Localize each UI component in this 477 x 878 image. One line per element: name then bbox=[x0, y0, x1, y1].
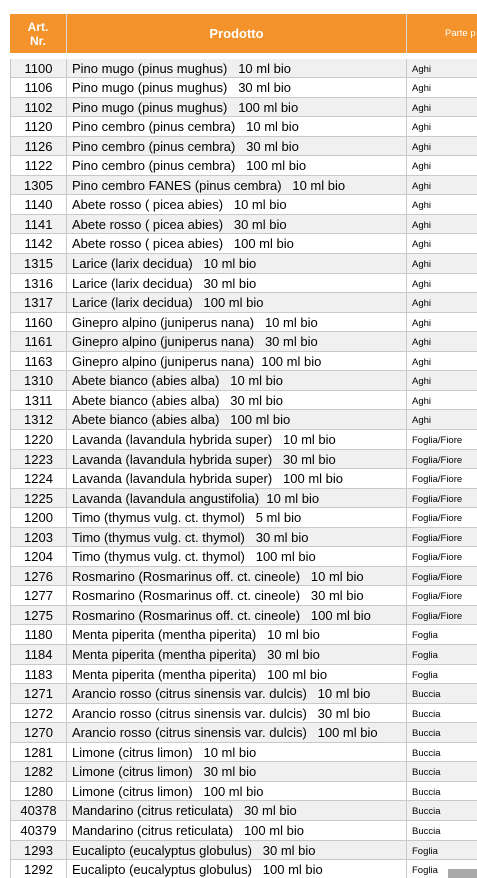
table-row bbox=[10, 801, 477, 821]
art-nr-cell: 1271 bbox=[10, 684, 67, 704]
table-row bbox=[10, 215, 477, 235]
product-cell: Limone (citrus limon) 30 ml bio bbox=[67, 762, 407, 782]
part-cell: Aghi bbox=[407, 98, 477, 118]
art-nr-cell: 1141 bbox=[10, 215, 67, 235]
product-cell: Ginepro alpino (juniperus nana) 100 ml bio bbox=[67, 352, 407, 372]
product-cell: Menta piperita (mentha piperita) 100 ml bio bbox=[67, 665, 407, 685]
part-cell: Foglia bbox=[407, 625, 477, 645]
product-cell: Limone (citrus limon) 100 ml bio bbox=[67, 782, 407, 802]
part-cell: Aghi bbox=[407, 176, 477, 196]
table-row bbox=[10, 332, 477, 352]
product-cell: Pino mugo (pinus mughus) 10 ml bio bbox=[67, 59, 407, 79]
art-nr-cell: 1183 bbox=[10, 665, 67, 685]
table-row bbox=[10, 313, 477, 333]
part-cell: Aghi bbox=[407, 234, 477, 254]
part-cell: Foglia/Fiore bbox=[407, 508, 477, 528]
table-row bbox=[10, 450, 477, 470]
product-cell: Abete bianco (abies alba) 100 ml bio bbox=[67, 410, 407, 430]
table-row bbox=[10, 274, 477, 294]
art-nr-cell: 1312 bbox=[10, 410, 67, 430]
art-nr-cell: 40378 bbox=[10, 801, 67, 821]
table-row bbox=[10, 606, 477, 626]
art-nr-cell: 1305 bbox=[10, 176, 67, 196]
table-row bbox=[10, 625, 477, 645]
table-row bbox=[10, 234, 477, 254]
part-cell: Foglia/Fiore bbox=[407, 586, 477, 606]
product-cell: Abete rosso ( picea abies) 10 ml bio bbox=[67, 195, 407, 215]
product-cell: Lavanda (lavandula hybrida super) 100 ml bio bbox=[67, 469, 407, 489]
table-row bbox=[10, 547, 477, 567]
product-cell: Larice (larix decidua) 10 ml bio bbox=[67, 254, 407, 274]
product-cell: Eucalipto (eucalyptus globulus) 100 ml bio bbox=[67, 860, 407, 878]
header-art-nr: Art. Nr. bbox=[10, 14, 67, 53]
art-nr-cell: 1204 bbox=[10, 547, 67, 567]
art-nr-cell: 1315 bbox=[10, 254, 67, 274]
art-nr-cell: 1317 bbox=[10, 293, 67, 313]
product-cell: Rosmarino (Rosmarinus off. ct. cineole) 30 ml bio bbox=[67, 586, 407, 606]
product-cell: Mandarino (citrus reticulata) 30 ml bio bbox=[67, 801, 407, 821]
header-parte: Parte p bbox=[445, 28, 476, 39]
art-nr-cell: 1223 bbox=[10, 450, 67, 470]
art-nr-cell: 1275 bbox=[10, 606, 67, 626]
product-cell: Pino mugo (pinus mughus) 30 ml bio bbox=[67, 78, 407, 98]
table-row bbox=[10, 176, 477, 196]
art-nr-cell: 1280 bbox=[10, 782, 67, 802]
product-cell: Arancio rosso (citrus sinensis var. dulcis) 100 ml bio bbox=[67, 723, 407, 743]
table-row bbox=[10, 371, 477, 391]
part-cell: Foglia/Fiore bbox=[407, 547, 477, 567]
table-row bbox=[10, 117, 477, 137]
art-nr-cell: 1200 bbox=[10, 508, 67, 528]
art-nr-cell: 1292 bbox=[10, 860, 67, 878]
table-row bbox=[10, 762, 477, 782]
art-nr-cell: 1140 bbox=[10, 195, 67, 215]
product-cell: Larice (larix decidua) 30 ml bio bbox=[67, 274, 407, 294]
art-nr-cell: 1277 bbox=[10, 586, 67, 606]
art-nr-cell: 1203 bbox=[10, 528, 67, 548]
table-row bbox=[10, 391, 477, 411]
part-cell: Buccia bbox=[407, 762, 477, 782]
product-cell: Arancio rosso (citrus sinensis var. dulcis) 10 ml bio bbox=[67, 684, 407, 704]
table-row bbox=[10, 782, 477, 802]
art-nr-cell: 1122 bbox=[10, 156, 67, 176]
product-cell: Rosmarino (Rosmarinus off. ct. cineole) 100 ml bio bbox=[67, 606, 407, 626]
art-nr-cell: 1220 bbox=[10, 430, 67, 450]
part-cell: Foglia bbox=[407, 665, 477, 685]
table-row bbox=[10, 59, 477, 79]
part-cell: Foglia/Fiore bbox=[407, 567, 477, 587]
art-nr-cell: 1310 bbox=[10, 371, 67, 391]
product-cell: Pino cembro (pinus cembra) 10 ml bio bbox=[67, 117, 407, 137]
art-nr-cell: 1120 bbox=[10, 117, 67, 137]
table-row bbox=[10, 684, 477, 704]
part-cell: Aghi bbox=[407, 313, 477, 333]
table-row bbox=[10, 586, 477, 606]
part-cell: Aghi bbox=[407, 254, 477, 274]
art-nr-cell: 1276 bbox=[10, 567, 67, 587]
art-nr-cell: 1282 bbox=[10, 762, 67, 782]
art-nr-cell: 1100 bbox=[10, 59, 67, 79]
table-row bbox=[10, 489, 477, 509]
table-row bbox=[10, 841, 477, 861]
product-cell: Ginepro alpino (juniperus nana) 10 ml bio bbox=[67, 313, 407, 333]
product-cell: Lavanda (lavandula angustifolia) 10 ml bio bbox=[67, 489, 407, 509]
table-row bbox=[10, 704, 477, 724]
table-row bbox=[10, 645, 477, 665]
part-cell: Aghi bbox=[407, 195, 477, 215]
art-nr-cell: 1281 bbox=[10, 743, 67, 763]
product-cell: Ginepro alpino (juniperus nana) 30 ml bio bbox=[67, 332, 407, 352]
table-row bbox=[10, 723, 477, 743]
product-cell: Menta piperita (mentha piperita) 30 ml bio bbox=[67, 645, 407, 665]
part-cell: Buccia bbox=[407, 723, 477, 743]
art-nr-cell: 1163 bbox=[10, 352, 67, 372]
product-cell: Abete rosso ( picea abies) 30 ml bio bbox=[67, 215, 407, 235]
table-row bbox=[10, 254, 477, 274]
table-row bbox=[10, 508, 477, 528]
art-nr-cell: 1272 bbox=[10, 704, 67, 724]
art-nr-cell: 1102 bbox=[10, 98, 67, 118]
table-row bbox=[10, 137, 477, 157]
art-nr-cell: 1316 bbox=[10, 274, 67, 294]
table-row bbox=[10, 821, 477, 841]
table-row bbox=[10, 860, 477, 878]
part-cell: Foglia/Fiore bbox=[407, 469, 477, 489]
part-cell: Aghi bbox=[407, 215, 477, 235]
table-row bbox=[10, 195, 477, 215]
header-prodotto: Prodotto bbox=[67, 14, 407, 53]
product-cell: Rosmarino (Rosmarinus off. ct. cineole) 10 ml bio bbox=[67, 567, 407, 587]
product-cell: Arancio rosso (citrus sinensis var. dulcis) 30 ml bio bbox=[67, 704, 407, 724]
table-row bbox=[10, 293, 477, 313]
art-nr-cell: 1184 bbox=[10, 645, 67, 665]
table-row bbox=[10, 743, 477, 763]
part-cell: Aghi bbox=[407, 156, 477, 176]
product-cell: Pino cembro (pinus cembra) 30 ml bio bbox=[67, 137, 407, 157]
art-nr-cell: 1106 bbox=[10, 78, 67, 98]
product-cell: Abete bianco (abies alba) 10 ml bio bbox=[67, 371, 407, 391]
product-cell: Timo (thymus vulg. ct. thymol) 100 ml bio bbox=[67, 547, 407, 567]
table-row bbox=[10, 528, 477, 548]
part-cell: Foglia bbox=[407, 841, 477, 861]
part-cell: Foglia/Fiore bbox=[407, 606, 477, 626]
product-cell: Timo (thymus vulg. ct. thymol) 5 ml bio bbox=[67, 508, 407, 528]
art-nr-cell: 1225 bbox=[10, 489, 67, 509]
art-nr-cell: 40379 bbox=[10, 821, 67, 841]
art-nr-cell: 1142 bbox=[10, 234, 67, 254]
product-cell: Pino mugo (pinus mughus) 100 ml bio bbox=[67, 98, 407, 118]
product-cell: Pino cembro FANES (pinus cembra) 10 ml bio bbox=[67, 176, 407, 196]
art-nr-cell: 1180 bbox=[10, 625, 67, 645]
part-cell: Aghi bbox=[407, 137, 477, 157]
part-cell: Buccia bbox=[407, 782, 477, 802]
art-nr-cell: 1293 bbox=[10, 841, 67, 861]
table-row bbox=[10, 567, 477, 587]
product-cell: Mandarino (citrus reticulata) 100 ml bio bbox=[67, 821, 407, 841]
part-cell: Buccia bbox=[407, 704, 477, 724]
part-cell: Buccia bbox=[407, 821, 477, 841]
part-cell: Aghi bbox=[407, 274, 477, 294]
part-cell: Foglia/Fiore bbox=[407, 528, 477, 548]
product-cell: Lavanda (lavandula hybrida super) 30 ml bio bbox=[67, 450, 407, 470]
product-cell: Larice (larix decidua) 100 ml bio bbox=[67, 293, 407, 313]
part-cell: Foglia/Fiore bbox=[407, 450, 477, 470]
art-nr-cell: 1126 bbox=[10, 137, 67, 157]
part-cell: Foglia bbox=[407, 645, 477, 665]
product-cell: Menta piperita (mentha piperita) 10 ml bio bbox=[67, 625, 407, 645]
product-cell: Limone (citrus limon) 10 ml bio bbox=[67, 743, 407, 763]
art-nr-cell: 1270 bbox=[10, 723, 67, 743]
table-row bbox=[10, 469, 477, 489]
table-row bbox=[10, 665, 477, 685]
part-cell: Foglia bbox=[407, 860, 477, 878]
art-nr-cell: 1224 bbox=[10, 469, 67, 489]
table-header bbox=[10, 14, 477, 53]
part-cell: Buccia bbox=[407, 684, 477, 704]
part-cell: Buccia bbox=[407, 801, 477, 821]
art-nr-cell: 1160 bbox=[10, 313, 67, 333]
product-cell: Timo (thymus vulg. ct. thymol) 30 ml bio bbox=[67, 528, 407, 548]
art-nr-cell: 1161 bbox=[10, 332, 67, 352]
part-cell: Aghi bbox=[407, 332, 477, 352]
part-cell: Aghi bbox=[407, 410, 477, 430]
table-row bbox=[10, 98, 477, 118]
part-cell: Aghi bbox=[407, 78, 477, 98]
table-row bbox=[10, 430, 477, 450]
product-cell: Pino cembro (pinus cembra) 100 ml bio bbox=[67, 156, 407, 176]
product-cell: Abete bianco (abies alba) 30 ml bio bbox=[67, 391, 407, 411]
part-cell: Aghi bbox=[407, 117, 477, 137]
part-cell: Aghi bbox=[407, 293, 477, 313]
part-cell: Buccia bbox=[407, 743, 477, 763]
table-row bbox=[10, 352, 477, 372]
part-cell: Aghi bbox=[407, 59, 477, 79]
part-cell: Aghi bbox=[407, 391, 477, 411]
horizontal-scrollbar-thumb[interactable] bbox=[448, 869, 477, 878]
table-row bbox=[10, 410, 477, 430]
product-cell: Eucalipto (eucalyptus globulus) 30 ml bio bbox=[67, 841, 407, 861]
product-cell: Lavanda (lavandula hybrida super) 10 ml bio bbox=[67, 430, 407, 450]
part-cell: Aghi bbox=[407, 352, 477, 372]
part-cell: Foglia/Fiore bbox=[407, 489, 477, 509]
part-cell: Aghi bbox=[407, 371, 477, 391]
art-nr-cell: 1311 bbox=[10, 391, 67, 411]
part-cell: Foglia/Fiore bbox=[407, 430, 477, 450]
table-row bbox=[10, 78, 477, 98]
table-row bbox=[10, 156, 477, 176]
product-cell: Abete rosso ( picea abies) 100 ml bio bbox=[67, 234, 407, 254]
